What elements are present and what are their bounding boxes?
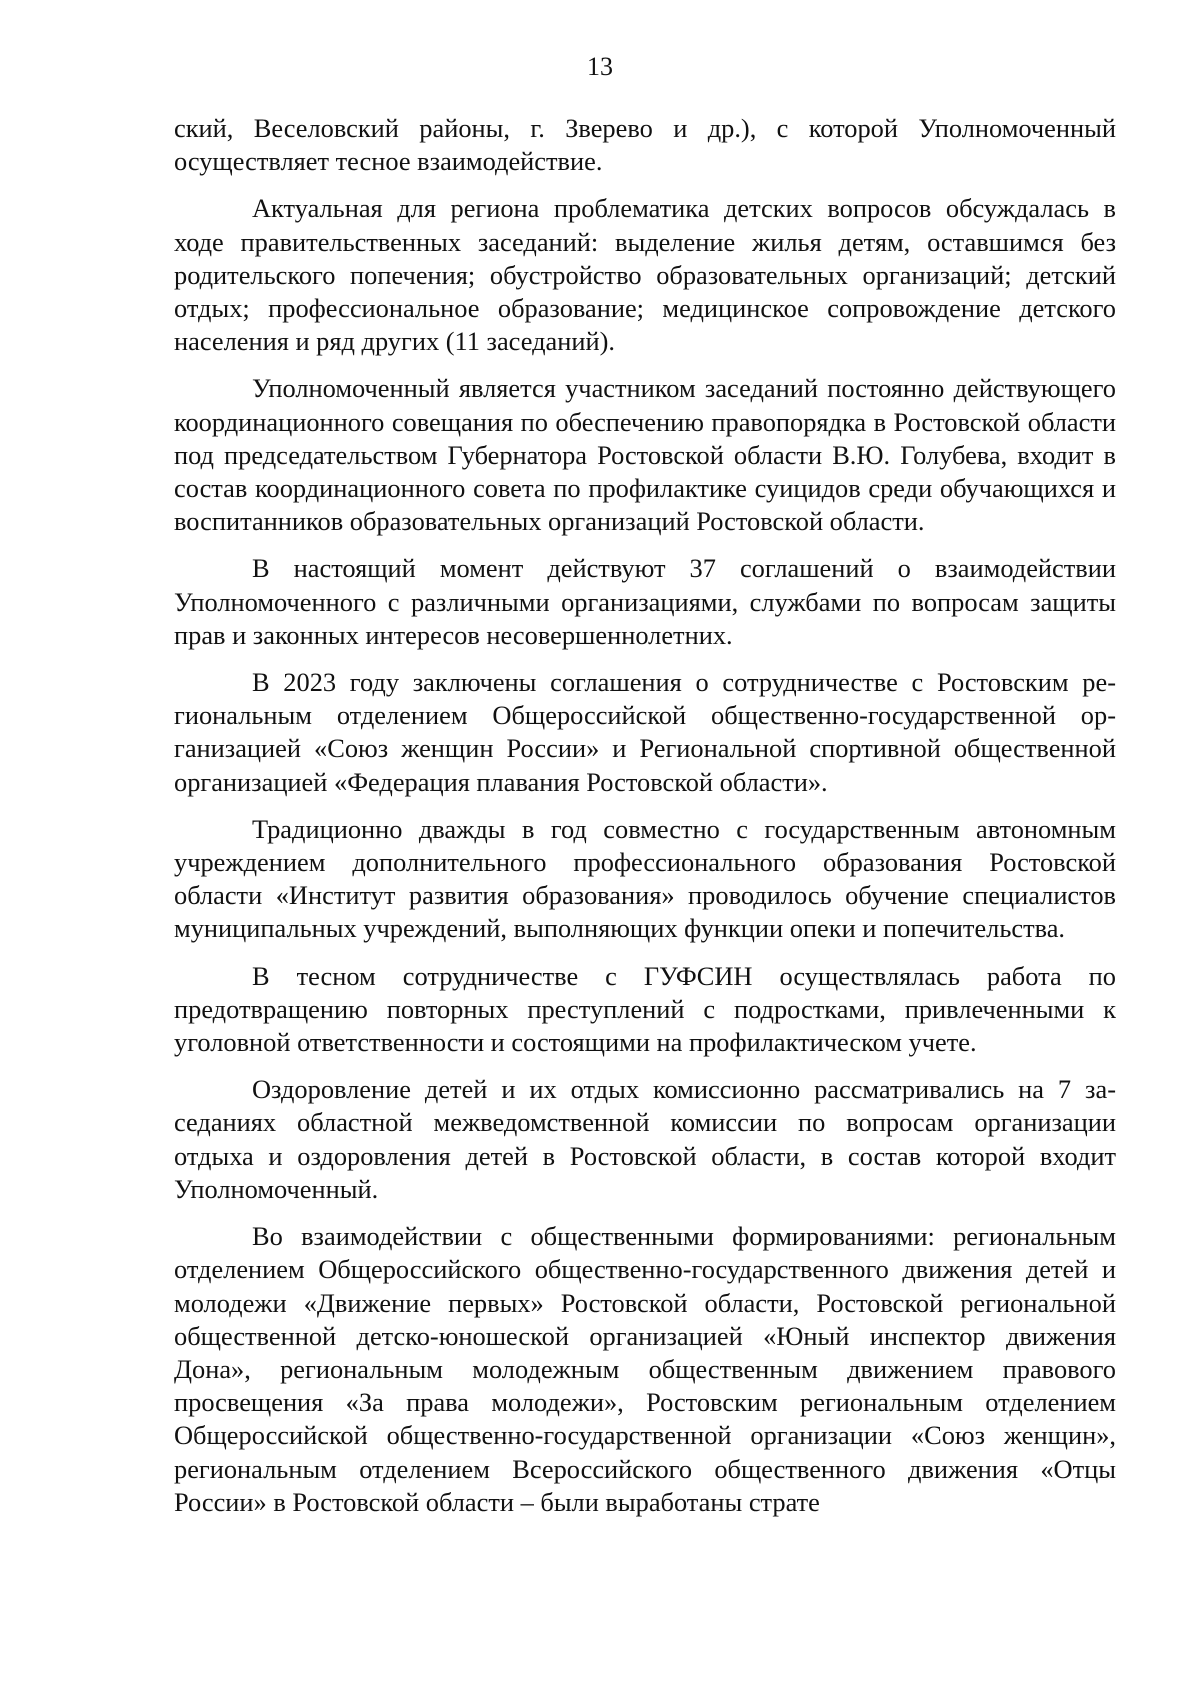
document-body [174, 112, 1116, 1533]
paragraph-gufsin-cooperation: В тесном сотрудничестве с ГУФСИН осуществлялась работа по предотвращению повторных преступлений с подростками, привлеченными к уголовной ответственности и состоящими на профилактическом учете. [174, 960, 1116, 1058]
page-number: 13 [587, 52, 613, 81]
paragraph-coordination-meetings: Уполномоченный является участником заседаний постоянно действующего координационного совещания по обеспечению правопорядка в Ростовской области под председательством Губернатора Ростовской области В.Ю. Голубева, входит в состав координационного совета по профилактике суицидов среди обучающихся и воспитанников образовательных организаций Ростовской области. [174, 373, 1116, 537]
paragraph-public-organizations: Во взаимодействии с общественными формированиями: региональным отделением Общероссийского общественно-государственного движения детей и молодежи «Движение первых» Ростовской области, Ростовской региональной общественной детско-юношеской организацией «Юный инспектор движения Дона», региональным молодежным общественным движением правового просвещения «За права молодежи», Ростовским региональным отделением Общероссийской общественно-государственной организации «Союз женщин», региональным отделением Всероссийского общественного движения «Отцы России» в Ростовской области – были выработаны страте [174, 1221, 1116, 1517]
paragraph-agreements-count: В настоящий момент действуют 37 соглашений о взаимодействии Уполномоченного с различными организациями, службами по вопросам защиты прав и законных интересов несовершеннолетних. [174, 553, 1116, 650]
paragraph-recreation-commission: Оздоровление детей и их отдых комиссионно рассматривались на 7 заседаниях областной межведомственной комиссии по вопросам организации отдыха и оздоровления детей в Ростовской области, в состав которой входит Уполномоченный. [174, 1074, 1116, 1204]
paragraph-training: Традиционно дважды в год совместно с государственным автономным учреждением дополнительного профессионального образования Ростовской области «Институт развития образования» проводилось обучение специалистов муниципальных учреждений, выполняющих функции опеки и попечительства. [174, 813, 1116, 944]
paragraph-continuation: ский, Веселовский районы, г. Зверево и др.), с которой Уполномоченный осуществляет тесное взаимодействие. [174, 113, 1116, 177]
paragraph-children-issues-meetings: Актуальная для региона проблематика детских вопросов обсуждалась в ходе правительственных заседаний: выделение жилья детям, оставшимся без родительского попечения; обустройство образовательных организаций; детский отдых; профессиональное образование; медицинское сопровождение детского населения и ряд других (11 заседаний). [174, 193, 1116, 357]
paragraph-2023-agreements: В 2023 году заключены соглашения о сотрудничестве с Ростовским региональным отделением Общероссийской общественно-государственной организацией «Союз женщин России» и Региональной спортивной общественной организацией «Федерация плавания Ростовской области». [174, 667, 1116, 797]
